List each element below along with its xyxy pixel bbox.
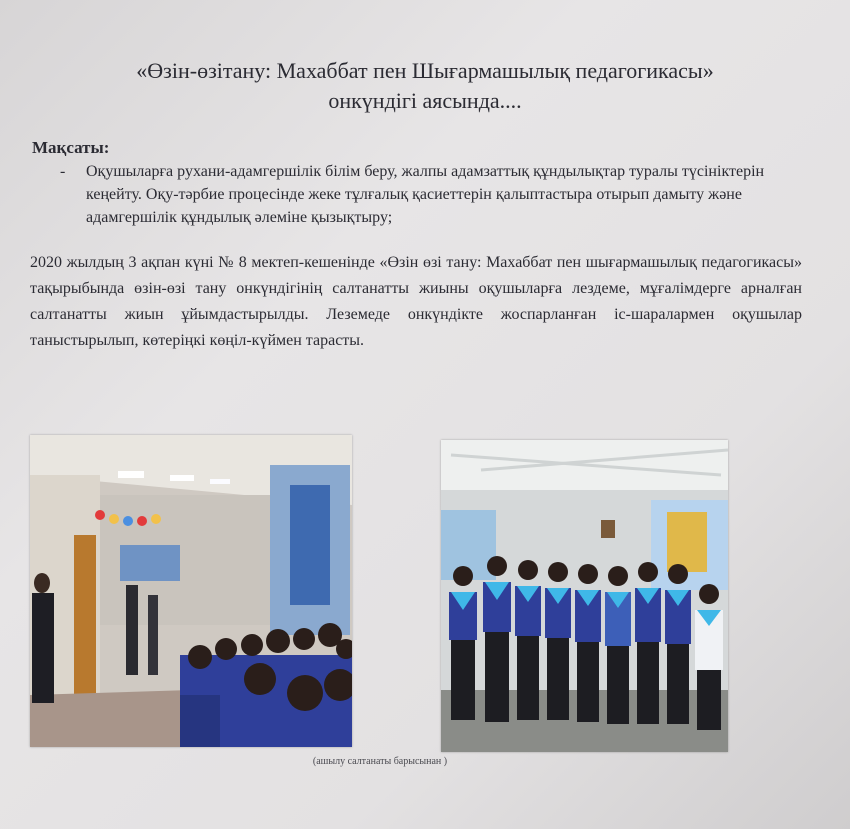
goal-text: Оқушыларға рухани-адамгершілік білім беру, жалпы адамзаттық құндылықтар туралы түсініктерін кеңейту. Оқу-тәрбие процесінде жеке тұлғалық қасиеттерін қалыптастыра отырып дамыту және адамгершілік құндылық әлеміне қызықтыру; — [86, 163, 765, 226]
list-dash: - — [60, 163, 66, 180]
event-paragraph: 2020 жылдың 3 ақпан күні № 8 мектеп-кешенінде «Өзін өзі тану: Махаббат пен шығармашылық педагогикасы» тақырыбында өзін-өзі тану онкүндігінің салтанатты жиыны оқушыларға лездеме, мұғалімдерге арналған салтанатты жиын ұйымдастырылды. Леземеде онкүндікте жоспарланған іс-шаралармен оқушылар таныстырылып, көтеріңкі көңіл-күймен тарасты. — [30, 254, 802, 349]
photo-caption: (ашылу салтанаты барысынан ) — [312, 756, 448, 767]
lineup-photo-illustration — [441, 440, 728, 752]
hallway-photo-illustration — [30, 435, 352, 747]
goal-label: Мақсаты: — [32, 138, 110, 157]
title-line-1: «Өзін-өзітану: Махаббат пен Шығармашылық педагогикасы» — [136, 58, 714, 83]
title-line-2: онкүндігі аясында.... — [328, 88, 522, 113]
event-photo-students-lineup — [441, 440, 728, 752]
page-title — [40, 56, 810, 116]
event-photo-hallway — [30, 435, 352, 747]
goal-list-item — [60, 160, 810, 229]
